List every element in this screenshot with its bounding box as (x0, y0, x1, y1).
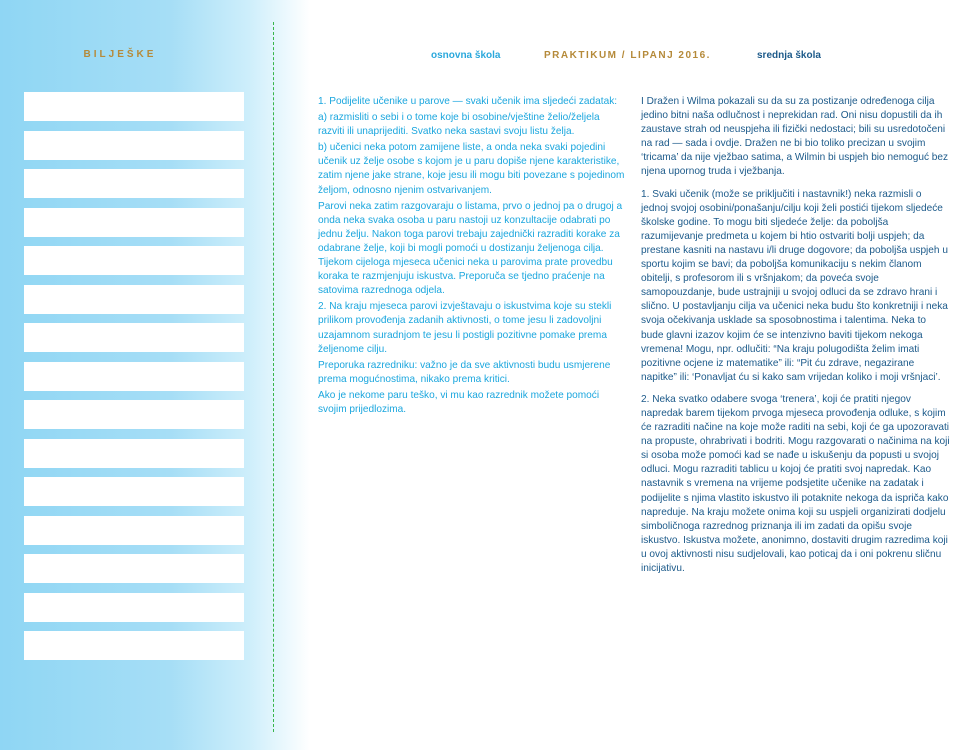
note-line[interactable] (24, 554, 244, 583)
left-paragraph: Preporuka razredniku: važno je da sve aktivnosti budu usmjerene prema mogućnostima, nikako prema kritici. (318, 359, 611, 385)
note-lines (24, 92, 244, 670)
header-primary-school: osnovna škola (431, 50, 501, 61)
note-line[interactable] (24, 92, 244, 121)
note-line[interactable] (24, 131, 244, 160)
note-line[interactable] (24, 439, 244, 468)
header-title: PRAKTIKUM / LIPANJ 2016. (544, 50, 711, 61)
right-text-column (641, 95, 951, 584)
note-line[interactable] (24, 400, 244, 429)
notes-title: BILJEŠKE (83, 49, 157, 60)
left-paragraph: b) učenici neka potom zamijene liste, a onda neka svaki pojedini učenik uz želje osobe s kojom je u paru dopiše njene karakteristike, zatim njene jake strane, koje jesu ili mogu biti povezane s pojedinom željom, odnosno njenim ostvarivanjem. (318, 142, 625, 196)
left-text-column (318, 95, 626, 419)
note-line[interactable] (24, 285, 244, 314)
note-line[interactable] (24, 246, 244, 275)
right-paragraph: 1. Svaki učenik (može se priključiti i nastavnik!) neka razmisli o jednoj svojoj osobini/ponašanju/cilju koji želi postići tijekom sljedeće školske godine. To mogu biti sljedeće želje: da poboljša razumijevanje predmeta u kojem bi htio ostvariti bolji uspjeh; da prestane kasniti na nastavu i/li druge dogovore; da poboljša uspjeh u sportu kojim se bavi; da poboljša komunikaciju s nekim članom obitelji, s profesorom ili s vršnjakom; da poveća svoje samopouzdanje, bude ustrajniji u svojoj odluci da se zdravo hrani i slično. U postavljanju cilja va učenici neka budu što konkretniji i neka svoja očekivanja usklade sa sposobnostima i talentima. Neka to bude glavni izazov kojim će se intenzivno baviti tijekom nekoga vremena! Mogu, npr. odlučiti: “Na kraju polugodišta želim imati pozitivne ocjene iz matematike” ili: “Pit ću zdrave, negazirane napitke” ili: ‘Ponavljat ću si kako sam vrijedan koliko i moji vršnjaci’. (641, 188, 948, 383)
note-line[interactable] (24, 593, 244, 622)
left-paragraph: Parovi neka zatim razgovaraju o listama, prvo o jednoj pa o drugoj a onda neka svaka osoba u paru nastoji uz konzultacije odabrati po jednu želju. Nakon toga parovi trebaju zajednički razraditi korake za odabrane želje, koji bi mogli pomoći u dostizanju željenoga cilja. Tijekom cijeloga mjeseca učenici neka u parovima prate provedbu koraka te razmjenjuju iskustva. Preporuča se tjedno praćenje na satovima razrednoga odjela. (318, 200, 623, 297)
note-line[interactable] (24, 208, 244, 237)
left-paragraph: 1. Podijelite učenike u parove — svaki učenik ima sljedeći zadatak: (318, 96, 618, 107)
left-paragraph: Ako je nekome paru teško, vi mu kao razrednik možete pomoći svojim prijedlozima. (318, 389, 600, 415)
notes-sidebar (0, 0, 310, 750)
left-paragraph: 2. Na kraju mjeseca parovi izvještavaju o iskustvima koje su stekli prilikom provođenja zadanih aktivnosti, o tome jesu li zadovoljni uzajamnom suradnjom te jesu li postigli pozitivne pomake prema željenome cilju. (318, 301, 612, 355)
note-line[interactable] (24, 169, 244, 198)
right-paragraph: I Dražen i Wilma pokazali su da su za postizanje određenoga cilja jedino bitni naša odlučnost i neprekidan rad. Oni nisu dopustili da ih zaustave strah od neuspjeha ili fizički nedostaci; bili su usredotočeni na rad — sada i ovdje. Dražen ne bi bio toliko precizan u svojim ‘tricama’ da nije vježbao satima, a Wilmin bi uspjeh bio nemoguć bez njena upornog truda i vježbanja. (641, 96, 949, 178)
fold-divider (273, 22, 274, 732)
header-secondary-school: srednja škola (757, 50, 821, 61)
note-line[interactable] (24, 477, 244, 506)
right-paragraph: 2. Neka svatko odabere svoga ‘trenera’, koji će pratiti njegov napredak barem tijekom prvoga mjeseca provođenja odluke, s kojim će razraditi načine na koje može raditi na sebi, koji će ga upozoravati na propuste, ohrabrivati i bodriti. Mogu razgovarati o načinima na koji si osoba može pomoći kad se nađe u iskušenju da popusti u svojoj odluci. Mogu razraditi tablicu u kojoj će pratiti svoj napredak. Kao nastavnik s vremena na vrijeme podsjetite učenike na zadatak i podijelite s njima vlastito iskustvo ili potaknite nekoga da ispriča kako napreduje. Na kraju možete onima koji su uspjeli organizirati dodjelu simboličnoga razrednog priznanja ili im zadati da opišu svoje iskustvo. Iskustva možete, anonimno, dostaviti drugim razredima koji u ovoj aktivnosti nisu sudjelovali, kao poticaj da i oni pokrenu sličnu inicijativu. (641, 393, 950, 574)
note-line[interactable] (24, 516, 244, 545)
note-line[interactable] (24, 362, 244, 391)
note-line[interactable] (24, 631, 244, 660)
note-line[interactable] (24, 323, 244, 352)
left-paragraph: a) razmisliti o sebi i o tome koje bi osobine/vještine želio/željela razviti ili unaprijediti. Svatko neka sastavi svoju listu želja. (318, 112, 600, 138)
